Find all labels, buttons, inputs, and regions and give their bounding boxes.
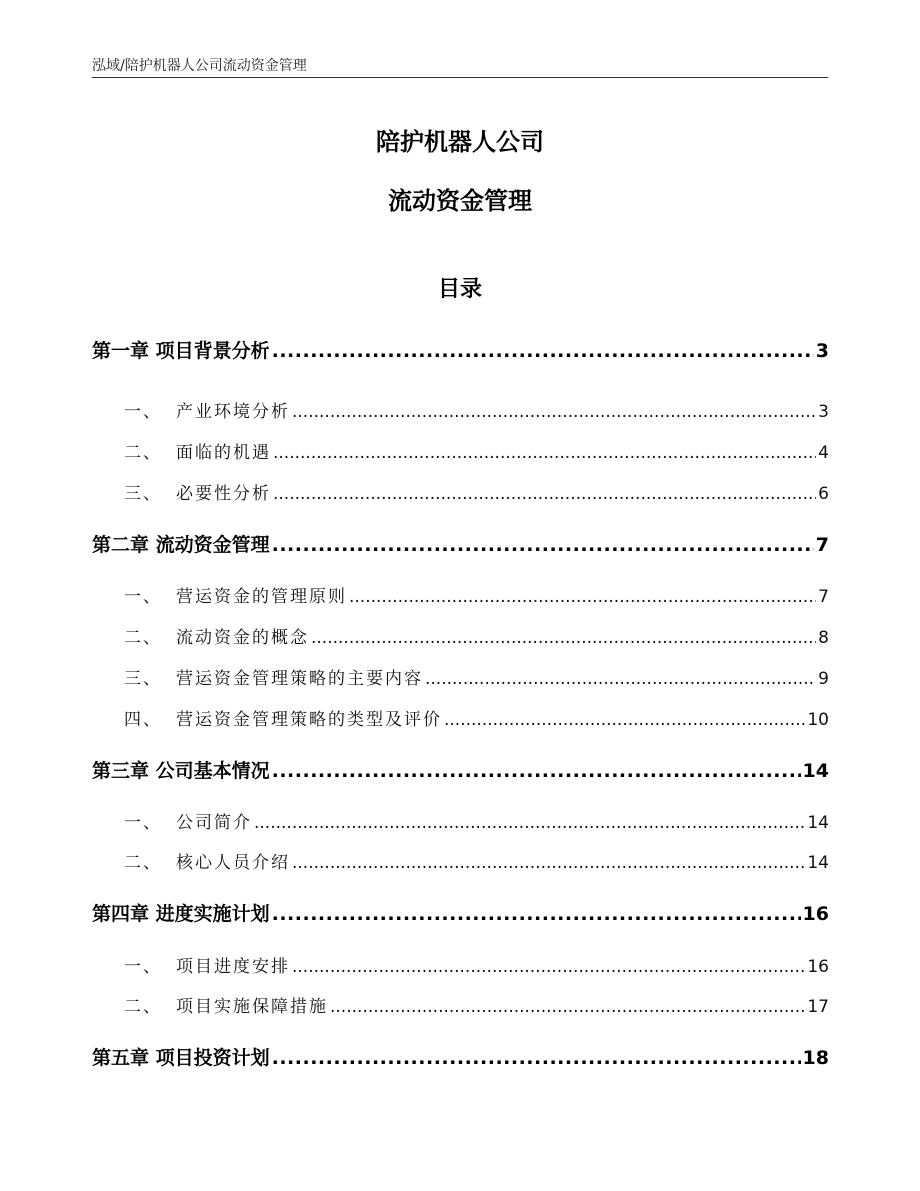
toc-heading: 目录 [437, 277, 482, 302]
toc-page-number: 17 [807, 997, 829, 1017]
toc-leader-dots [254, 813, 805, 833]
toc-section-number: 三、 [124, 669, 162, 689]
toc-entry-label: 公司简介 [176, 813, 252, 833]
toc-page-number: 3 [818, 402, 829, 422]
toc-entry-label: 第四章 进度实施计划 [92, 903, 270, 925]
toc-entry-label: 流动资金的概念 [176, 628, 309, 648]
toc-page-number: 4 [818, 443, 829, 463]
toc-section[interactable] [92, 952, 829, 977]
toc-leader-dots [444, 710, 805, 730]
toc-section-number: 二、 [124, 628, 162, 648]
toc-leader-dots [292, 402, 816, 422]
toc-section[interactable] [92, 479, 829, 504]
toc-entry-label: 必要性分析 [176, 484, 271, 504]
toc-section-number: 一、 [124, 813, 162, 833]
toc-page-number: 6 [818, 484, 829, 504]
toc-entry-label: 营运资金的管理原则 [176, 587, 347, 607]
toc-section-number: 二、 [124, 853, 162, 873]
toc-leader-dots [272, 534, 814, 556]
toc-leader-dots [349, 587, 816, 607]
toc-leader-dots [330, 997, 805, 1017]
toc-entry-label: 核心人员介绍 [176, 853, 290, 873]
toc-leader-dots [292, 957, 805, 977]
toc-section-number: 一、 [124, 957, 162, 977]
toc-leader-dots [272, 340, 814, 362]
toc-leader-dots [311, 628, 816, 648]
toc-entry-label: 第三章 公司基本情况 [92, 760, 270, 782]
toc-entry-label: 项目进度安排 [176, 957, 290, 977]
toc-section[interactable] [92, 848, 829, 873]
toc-page-number: 14 [807, 853, 829, 873]
toc-section-number: 二、 [124, 443, 162, 463]
toc-page-number: 18 [802, 1047, 829, 1069]
toc-section-number: 三、 [124, 484, 162, 504]
toc-page-number: 8 [818, 628, 829, 648]
toc-chapter-2[interactable] [92, 530, 829, 557]
toc-leader-dots [273, 484, 816, 504]
toc-entry-label: 第一章 项目背景分析 [92, 340, 270, 362]
toc-entry-label: 产业环境分析 [176, 402, 290, 422]
toc-section-number: 一、 [124, 587, 162, 607]
toc-section[interactable] [92, 397, 829, 422]
toc-leader-dots [272, 1047, 801, 1069]
toc-leader-dots [272, 760, 801, 782]
toc-section[interactable] [92, 582, 829, 607]
toc-page-number: 16 [802, 903, 829, 925]
running-header: 泓域/陪护机器人公司流动资金管理 [92, 58, 307, 74]
toc-page-number: 9 [818, 669, 829, 689]
toc-section[interactable] [92, 664, 829, 689]
toc-section[interactable] [92, 438, 829, 463]
toc-page-number: 16 [807, 957, 829, 977]
toc-entry-label: 营运资金管理策略的类型及评价 [176, 710, 442, 730]
toc-leader-dots [292, 853, 805, 873]
toc-leader-dots [425, 669, 816, 689]
toc-page-number: 7 [818, 587, 829, 607]
toc-leader-dots [273, 443, 816, 463]
toc-entry-label: 项目实施保障措施 [176, 997, 328, 1017]
toc-section[interactable] [92, 705, 829, 730]
toc-chapter-3[interactable] [92, 756, 829, 783]
toc-leader-dots [272, 903, 801, 925]
toc-page-number: 7 [815, 534, 829, 556]
toc-section[interactable] [92, 808, 829, 833]
toc-section[interactable] [92, 992, 829, 1017]
toc-section-number: 一、 [124, 402, 162, 422]
toc-page-number: 10 [807, 710, 829, 730]
document-title-line2: 流动资金管理 [388, 187, 532, 215]
toc-chapter-5[interactable] [92, 1043, 829, 1070]
toc-page-number: 14 [802, 760, 829, 782]
toc-section-number: 二、 [124, 997, 162, 1017]
toc-entry-label: 第二章 流动资金管理 [92, 534, 270, 556]
toc-section[interactable] [92, 623, 829, 648]
document-title-line1: 陪护机器人公司 [376, 128, 544, 156]
toc-section-number: 四、 [124, 710, 162, 730]
toc-page-number: 14 [807, 813, 829, 833]
toc-entry-label: 面临的机遇 [176, 443, 271, 463]
toc-page-number: 3 [815, 340, 829, 362]
toc-entry-label: 营运资金管理策略的主要内容 [176, 669, 423, 689]
header-divider [92, 77, 828, 78]
toc-chapter-4[interactable] [92, 899, 829, 926]
toc-chapter-1[interactable] [92, 336, 829, 363]
toc-entry-label: 第五章 项目投资计划 [92, 1047, 270, 1069]
